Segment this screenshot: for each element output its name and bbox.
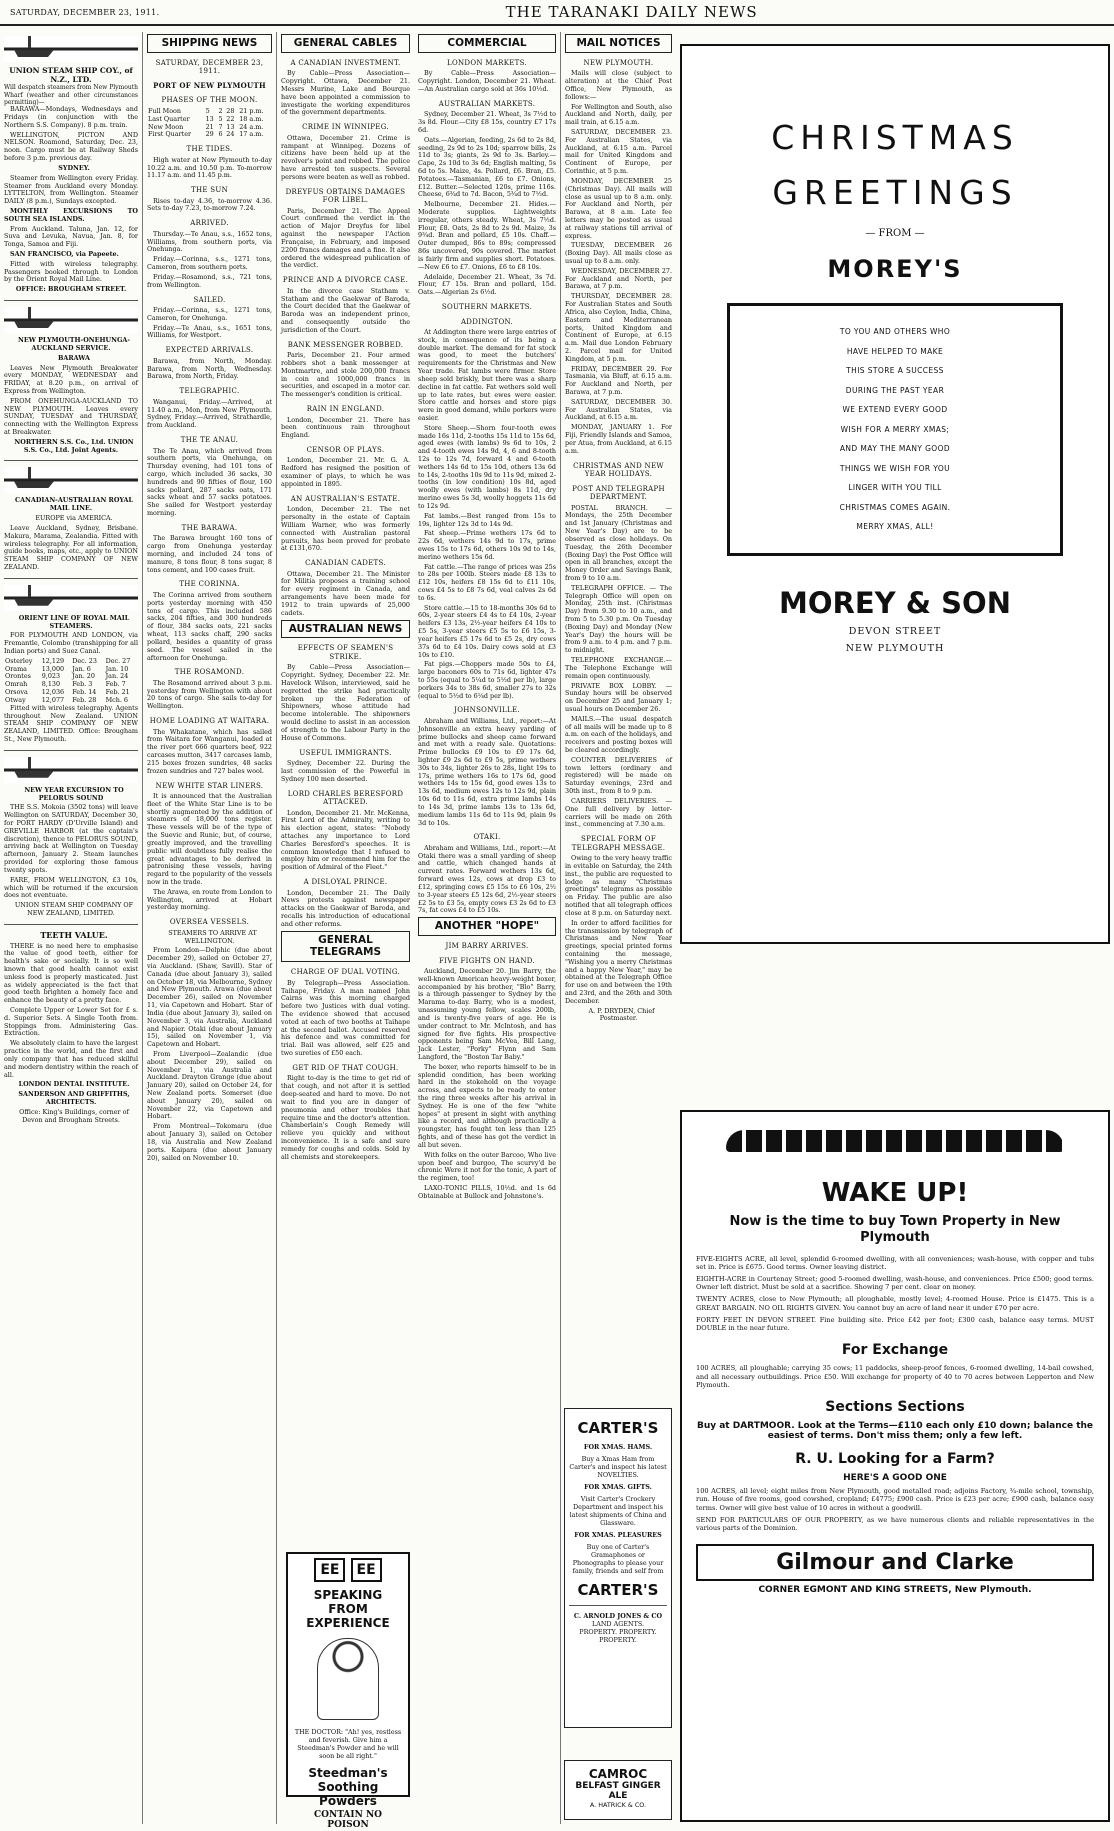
steamer-icon-5 — [4, 757, 138, 783]
steedmans-powders-ad: EE EE SPEAKING FROM EXPERIENCE THE DOCTOR: "Ah! yes, restless and feverish. Give him a Steedman's Powder and he will soon be all right." Steedman's Soothing Powders CONTAIN NO POISON — [286, 1552, 410, 1797]
carters-hams: FOR XMAS. HAMS. — [583, 1443, 653, 1451]
greeting-message-box: TO YOU AND OTHERS WHO HAVE HELPED TO MAKE THIS STORE A SUCCESS DURING THE PAST YEAR WE EXTEND EVERY GOOD WISH FOR A MERRY XMAS; AND MAY THE MANY GOOD THINGS WE WISH FOR YOU LINGER WITH YOU TILL CHRISTMAS COMES AGAIN. MERRY XMAS, ALL! — [727, 303, 1063, 556]
camroc-brand: CAMROC — [588, 1767, 648, 1781]
shipping-news-heading: SHIPPING NEWS — [147, 34, 272, 53]
mail-notices-heading: MAIL NOTICES — [565, 34, 672, 53]
column-shipping-adverts: UNION STEAM SHIP COY., of N.Z., LTD. Will despatch steamers from New Plymouth Wharf (weather and other circumstances permitting)— BARAWA—Mondays, Wednesdays and Fridays (in conjunction with the Northern S.S. Company). 8 p.m. train. WELLINGTON, PICTON AND NELSON. Roamond, Saturday, Dec. 23, noon. Cargo must be at Railway Sheds before 3 p.m. previous day. SYDNEY. Steamer from Wellington every Friday. Steamer from Auckland every Monday. LYTTELTON, from Wellington. Steamer DAILY (8 p.m.), Sundays excepted. MONTHLY EXCURSIONS TO SOUTH SEA ISLANDS. From Auckland. Taluna, Jan. 12, for Suva and Levuka, Navua, Jan. 8, for Tonga, Samoa and Fiji. SAN FRANCISCO, via Papeete. Fitted with wireless telegraphy. Passengers booked through to London by the Orient Royal Mail Line. OFFICE: BROUGHAM STREET. NEW PLYMOUTH-ONEHUNGA-AUCKLAND SERVICE. BARAWA Leaves New Plymouth Breakwater every MONDAY, WEDNESDAY and FRIDAY, at 8.20 p.m., on arrival of Express from Wellington. FROM ONEHUNGA-AUCKLAND TO NEW PLYMOUTH. Leaves every SUNDAY, TUESDAY and THURSDAY, connecting with the Wellington Express at Breakwater. NORTHERN S.S. Co., Ltd. UNION S.S. Co., Ltd. Joint Agents. CANADIAN-AUSTRALIAN ROYAL MAIL LINE. EUROPE via AMERICA. Leave Auckland, Sydney, Brisbane. Makura, Marama, Zealandia. Fitted with wireless telegraphy. For all information, guide books, maps, etc., apply to UNION STEAM SHIP COMPANY OF NEW ZEALAND. ORIENT LINE OF ROYAL MAIL STEAMERS. FOR PLYMOUTH AND LONDON, via Fremantle, Colombo (transhipping for all Indian ports) and Suez Canal. Osterley 12,129 Dec. 23 Dec. 27 Orama 13,000 Jan. 6 Jan. 10 Orontes 9,023 Jan. 20 Jan. 24 Omrah 8,130 Feb. 3 Feb. 7 Orsova 12,036 Feb. 14 Feb. 21 Otway 12,077 Feb. 28 Mch. 6 Fitted with wireless telegraphy. Agents throughout New Zealand. UNION STEAM SHIP COMPANY OF NEW ZEALAND, LIMITED. Office: Brougham St., New Plymouth. NEW YEAR EXCURSION TO PELORUS SOUND THE S.S. Mokoia (3502 tons) will leave Wellington on SATURDAY, December 30, for PORT HARDY (D'Urville Island) and GREVILLE HARBOR (at the captain's discretion), thence to PELORUS SOUND, arriving back at Wellington on Tuesday afternoon, January 2. Steam launches provided for exploring those famous twenty spots. FARE, FROM WELLINGTON, £3 10s, which will be returned if the excursion does not eventuate. UNION STEAM SHIP COMPANY OF NEW ZEALAND, LIMITED. TEETH VALUE. THERE is no need here to emphasise the value of good teeth, either for health's sake or socially. It is so well known that good health cannot exist unless food is properly masticated. Just as widely appreciated is the fact that good teeth brighten a homely face and enhance the beauty of a pretty face. Complete Upper or Lower Set for £ s. d. Superior Sets. A Single Tooth from. Stoppings from. Administering Gas. Extraction. We absolutely claim to have the largest practice in the world, and the first and only company that has reduced skilful and modern dentistry within the reach of all. LONDON DENTAL INSTITUTE. SANDERSON AND GRIFFITHS, ARCHITECTS. Office: King's Buildings, corner of Devon and Brougham Streets. — [0, 32, 142, 1824]
carters-pleasures: FOR XMAS. PLEASURES — [574, 1531, 662, 1539]
carters-name-2: CARTER'S — [577, 1581, 659, 1599]
union-steam-heading: UNION STEAM SHIP COY., of N.Z., LTD. — [9, 66, 133, 85]
greetings-word: GREETINGS — [772, 173, 1018, 212]
union-steam-sub: Will despatch steamers from New Plymouth Wharf (weather and other circumstances permitting)— — [4, 84, 138, 106]
carters-name: CARTER'S — [577, 1419, 659, 1437]
new-plymouth: NEW PLYMOUTH — [845, 642, 945, 654]
another-hope-heading: ANOTHER "HOPE" — [418, 917, 556, 936]
moreys-name: MOREY'S — [827, 255, 963, 283]
commercial-heading: COMMERCIAL — [418, 34, 556, 53]
column-mail-notices: MAIL NOTICES NEW PLYMOUTH. Mails will close (subject to alteration) at the Chief Post Office, New Plymouth, as follows:— For Wellington and South, also Auckland and North, daily, per mail train, at 6.15 a.m. SATURDAY, DECEMBER 23. For Australian States, via Auckland, at 6.15 a.m. Parcel mail for United Kingdom and Continent of Europe, per Corinthic, at 5 p.m. MONDAY, DECEMBER 25 (Christmas Day). All mails will close as usual up to 8 a.m. only. For Auckland and North, per Barawa, at 8 a.m. Late fee letters may be posted as usual at railway stations till arrival of express. TUESDAY, DECEMBER 26 (Boxing Day). All mails close as usual up to 8 a.m. only. WEDNESDAY, DECEMBER 27. For Auckland and North, per Barawa, at 7 p.m. THURSDAY, DECEMBER 28. For Australian States and South Africa, also Ceylon, India, China, Eastern and Mediterranean ports, United Kingdom and Continent of Europe, at 6.15 a.m. Mail due London February 2. Parcel mail for United Kingdom, at 5 p.m. FRIDAY, DECEMBER 29. For Tasmania, via Bluff, at 6.15 a.m. For Auckland and North, per Barawa, at 7 p.m. SATURDAY, DECEMBER 30. For Australian States, via Auckland, at 6.15 a.m. MONDAY, JANUARY 1. For Fiji, Friendly Islands and Samoa, per Atua, from Auckland, at 6.15 a.m. CHRISTMAS AND NEW YEAR HOLIDAYS. POST AND TELEGRAPH DEPARTMENT. POSTAL BRANCH. — Mondays, the 25th December and 1st January (Christmas and New Year's Day) are to be observed as close holidays. On Tuesday, the 26th December (Boxing Day) the Post Office will open in all branches, except the Money Order and Savings Bank, from 9 to 10 a.m. TELEGRAPH OFFICE. — The Telegraph Office will open on Monday, 25th inst. (Christmas Day) from 9.30 to 10 a.m., and from 5 to 5.30 p.m. On Tuesday (Boxing Day) and Monday (New Year's Day) the hours will be from 9 a.m. to 4 p.m. and 7 p.m. to midnight. TELEPHONE EXCHANGE.—The Telephone Exchange will remain open continuously. PRIVATE BOX LOBBY. — Sunday hours will be observed on December 25 and January 1; usual hours on December 26. MAILS.—The usual despatch of all mails will be made up to 8 a.m. on each of the holidays, and receivers and posting boxes will be cleared accordingly. COUNTER DELIVERIES of town letters (ordinary and registered) will be made on Saturday evenings, 23rd and 30th inst., from 8 to 9 p.m. CARRIERS DELIVERIES. — One full delivery by letter-carriers will be made on 26th inst., commencing at 7.30 a.m. SPECIAL FORM OF TELEGRAPH MESSAGE. Owing to the very heavy traffic in evitable on Saturday, the 24th inst., the public are requested to lodge as many "Christmas greetings" telegrams as possible on Friday. The public are also notified that all telegraph offices close at 8 p.m. on Saturday next. In order to afford facilities for the transmission by telegraph of Christmas and New Year greetings, special printed forms containing the message, "Wishing you a merry Christmas and a happy New Year," may be obtained at the Telegraph Office for use on and between the 19th and 23rd, and the 26th and 30th December. A. P. DRYDEN, Chief Postmaster. — [560, 32, 676, 1824]
gilmour-clarke-name: Gilmour and Clarke — [696, 1544, 1094, 1581]
camroc-text: BELFAST GINGER ALE — [575, 1781, 661, 1801]
general-telegrams-heading: GENERAL TELEGRAMS — [281, 931, 410, 963]
arnold-jones: C. ARNOLD JONES & CO — [573, 1612, 663, 1620]
steamer-icon-4 — [4, 585, 138, 611]
ee-speaking: SPEAKING FROM EXPERIENCE — [306, 1588, 390, 1630]
christmas-word: CHRISTMAS — [771, 118, 1019, 157]
steamer-icon-2 — [4, 307, 138, 333]
union-office: OFFICE: BROUGHAM STREET. — [15, 285, 127, 294]
column-commercial: COMMERCIAL LONDON MARKETS. By Cable—Press Association—Copyright. London, December 21. Wheat.—An Australian cargo sold at 36s 10½d. AUSTRALIAN MARKETS. Sydney, December 21. Wheat, 3s 7½d to 3s 8d. Flour.—City £8 15s, country £7 17s 6d. Oats.—Algerian, feeding, 2s 6d to 2s 8d, seeding, 2s 9d to 2s 10d; sparrow bills, 2s 11d to 3s; giants, 2s 9d to 3s. Barley.—Cape, 2s 10d to 3s 6d; English malting, 5s 6d to 5s. Maize, 4s. Pollard, £6. Bran, £5. Potatoes.—Tasmanian, £6 to £7. Onions, £12. Butter.—Selected 120s, prime 116s. Cheese, 6¾d to 7d. Bacon, 5¾d to 7½d. Melbourne, December 21. Hides.—Moderate supplies. Lightweights irregular, others steady. Wheat, 3s 7½d. Flour, £8. Oats, 2s 8d to 2s 9d. Maize, 3s 9¾d. Bran and pollard, £5 10s. Chaff.—Outer dumped, 86s to 89s; compressed 86s uncovered, 90s covered. The market is fairly firm and supplies short. Potatoes.—New £6 to £7. Onions, £6 to £8 10s. Adelaide, December 21. Wheat, 3s 7d. Flour, £7 15s. Bran and pollard, 15d. Oats.—Algerian 2s 6½d. SOUTHERN MARKETS. ADDINGTON. At Addington there were large entries of stock, in consequence of its being a double market. The demand for fat stock was good, to meet the butchers' requirements for the Christmas and New Year trade. Fat lambs were firmer. Store sheep sold briskly, but there was a sharp decline in fat cattle. Fat wethers sold well up to late rates, but ewes were easier. Store cattle and horses and store pigs were in good demand, while porkers were easier. Store Sheep.—Shorn four-tooth ewes made 16s 11d, 2-tooths 15s 11d to 15s 6d, aged ewes (with lambs) 9s 6d to 10s, 2 and 4-tooth ewes 14s 9d, 4, 6 and 8-tooth 12s to 12s 7d, forward 4 and 6-tooth wethers 14s 6d to 15s 10d, others 13s 6d to 14s, 2-tooths 10s 9d to 11s 9d, mixed 2-tooths (in low condition) 10s 8d, aged woolly ewes (with lambs) 8s 11d, dry merino ewes 5s 3d, woolly hoggets 11s 6d to 12s 9d. Fat lambs.—Best ranged from 15s to 19s, lighter 12s 3d to 14s 9d. Fat sheep.—Prime wethers 17s 6d to 22s 6d, wethers 14s 9d to 17s, prime ewes 15s to 17s 6d, others 10s 9d to 14s, merino wethers 15s 6d. Fat cattle.—The range of prices was 25s to 28s per 100lb. Steers made £8 13s to £12 10s, heifers £8 15s 6d to £11 10s, cows £4 5s to £8 7s 6d, veal calves 2s 6d to 6s. Store cattle.—15 to 18-months 30s 6d to 60s, 2-year steers £4 4s to £4 10s, 2-year heifers £3 13s, 2½-year heifers £4 10s to £5 5s, 3-year steers £5 5s to £6 15s, 3-year heifers £5 17s 6d to £5 2s, dry cows 37s 6d to £4 10s. Dairy cows sold at £3 10s to £10. Fat pigs.—Choppers made 50s to £4, large baconers 60s to 71s 6d, lighter 47s to 55s (equal to 5¼d to 5½d per lb), large porkers 34s to 38s 6d, smaller 27s to 32s (equal to 5½d to 6¼d per lb). JOHNSONVILLE. Abraham and Williams, Ltd., report:—At Johnsonville an extra heavy yarding of prime bullocks and sheep came forward and met with a ready sale. Quotations: Prime bullocks £9 10s to £9 17s 6d, lighter £9 2s 6d to £9 5s, prime wethers 30s to 34s, lighter 26s to 28s, light 19s to 17s, prime wethers 16s to 17s 6d, good wethers 14s to 15s 6d, good ewes 13s to 13s 6d, medium ewes 12s to 12s 9d, plain 10s 6d to 11s 6d, extra prime lambs 14s to 14s 3d, prime lambs 13s to 13s 6d, medium lambs 11s 6d to 11s 9d, plain 9s 3d to 10s. OTAKI. Abraham and Williams, Ltd., report:—At Otaki there was a small yarding of sheep and cattle, which changed hands at current rates. Forward wethers 13s 6d, forward ewes 12s, cows at drop £3 to £12, springing cows £5 15s to £6 10s, 2½ to 3-year steers £5 12s 6d, 2½-year steers £2 5s to £3 5s, empty cows £3 2s 6d to £3 7s, fat cows £4 to £5 10s. ANOTHER "HOPE" JIM BARRY ARRIVES. FIVE FIGHTS ON HAND. Auckland, December 20. Jim Barry, the well-known American heavy-weight boxer, accompanied by his brother, "Blo" Barry, is a through passenger to Sydney by the Marama to-day. Barry, who is a modest, unassuming young fellow, scales 200lb, and is twenty-five years of age. He is under contract to Mr. McIntosh, and has signed for five fights. His prospective opponents being Sam McVea, Bill Lang, Jack Lester, "Porky" Flynn and Sam Langford, the "Boston Tar Baby." The boxer, who reports himself to be in splendid condition, has been working hard in the stokehold on the voyage across, and expects to be ready to enter the ring three weeks after his arrival in Sydney. He is one of the few "white hopes" at present in sight with anything like a record, and although practically a youngster, has fought ten less than 125 fights, and of these has got the verdict in all but seven. With folks on the outer Barcoo, Who live upon beef and burgoo, The scurvy'd be chronic Were it not for the tonic, A part of the regimen, too! LAXO-TONIC PILLS, 10½d. and 1s 6d Obtainable at Bullock and Johnstone's. — [414, 32, 560, 1824]
from-label: — FROM — — [865, 228, 925, 239]
carters-ad: CARTER'S FOR XMAS. HAMS. Buy a Xmas Ham from Carter's and inspect his latest NOVELTIES. FOR XMAS. GIFTS. Visit Carter's Crockery Department and inspect his latest shipments of China and Glassware. FOR XMAS. PLEASURES Buy one of Carter's Gramaphones or Phonographs to please your family, friends and self from CARTER'S C. ARNOLD JONES & CO LAND AGENTS. PROPERTY. PROPERTY. PROPERTY. — [564, 1408, 672, 1728]
orient-line-table: Osterley 12,129 Dec. 23 Dec. 27 Orama 13,000 Jan. 6 Jan. 10 Orontes 9,023 Jan. 20 Jan. 24 Omrah 8,130 Feb. 3 Feb. 7 Orsova 12,036 Feb. 14 Feb. 21 Otway 12,077 Feb. 28 Mch. 6 — [5, 656, 131, 704]
now-is-the-time: Now is the time to buy Town Property in New Plymouth — [729, 1214, 1061, 1246]
gilmour-clarke-ad: WAKE UP! Now is the time to buy Town Property in New Plymouth FIVE-EIGHTS ACRE, all level, splendid 6-roomed dwelling, with all conveniences; wash-house, with copper and tubs set in. Price is £675. Good terms. Owner leaving district. EIGHTH-ACRE in Courtenay Street; good 5-roomed dwelling, wash-house, and conveniences. Price £500; good terms. Owner left district. Must be sold at a sacrifice. Showing 7 per cent. clear on money. TWENTY ACRES, close to New Plymouth; all ploughable, mostly level; 4-roomed House. Price is £1475. This is a GREAT BARGAIN. NO OIL RIGHTS GIVEN. You cannot buy an acre of land near it under £70 per acre. FORTY FEET IN DEVON STREET. Fine building site. Price £42 per foot; £300 cash, balance easy terms. MUST DOUBLE in the near future. For Exchange 100 ACRES, all ploughable; carrying 35 cows; 11 paddocks, sheep-proof fences, 6-roomed dwelling, 14-bail cowshed, and all necessary outbuildings. Price £50. Will exchange for property of 40 to 70 acres between Lepperton and New Plymouth. Sections Sections Buy at DARTMOOR. Look at the Terms—£110 each only £10 down; balance the easiest of terms. Don't miss them; only a few left. R. U. Looking for a Farm? HERE'S A GOOD ONE 100 ACRES, all level; eight miles from New Plymouth, good metalled road; adjoins Factory, ¾-mile school, township, run. House of five rooms, good cowshed, cropland; £4775; £900 cash. Price is £23 per acre; £900 cash, balance easy terms. Owner will give best value of 10 acres in without a goodwill. SEND FOR PARTICULARS OF OUR PROPERTY, as we have numerous clients and reliable representatives in the various parts of the Dominion. Gilmour and Clarke CORNER EGMONT AND KING STREETS, New Plymouth. — [680, 1110, 1110, 1822]
doctor-figure-icon — [317, 1638, 379, 1720]
dartmoor-line: Buy at DARTMOOR. Look at the Terms—£110 each only £10 down; balance the easiest of terms. Don't miss them; only a few left. — [696, 1421, 1094, 1442]
issue-date: SATURDAY, DECEMBER 23, 1911. — [10, 7, 160, 17]
column-general-cables: GENERAL CABLES A CANADIAN INVESTMENT. By Cable—Press Association—Copyright. Ottawa, December 21. Messrs Murine, Lake and Bourque have been appointed a commission to investigate the working expenditures of the government departments. CRIME IN WINNIPEG. Ottawa, December 21. Crime is rampant at Winnipeg. Dozens of citizens have been held up at the revolver's point and robbed. The police have arrested ten suspects. Several persons were beaten as well as robbed. DREYFUS OBTAINS DAMAGES FOR LIBEL. Paris, December 21. The Appeal Court confirmed the verdict in the action of Major Dreyfus for libel against the newspaper l'Action Française, in February, and imposed 2200 francs damages and a fine. It also ordered the widespread publication of the verdict. PRINCE AND A DIVORCE CASE. In the divorce case Statham v. Statham and the Gaekwar of Baroda, the Court decided that the Gaekwar of Baroda was an independent prince, and consequently outside the jurisdiction of the Court. BANK MESSENGER ROBBED. Paris, December 21. Four armed robbers shot a bank messenger at Montmartre, and stole 200,000 francs in coin and 1000,000 francs in securities, and escaped in a motor car. The messenger's condition is critical. RAIN IN ENGLAND. London, December 21. There has been continuous rain throughout England. CENSOR OF PLAYS. London, December 21. Mr. G. A. Redford has resigned the position of examiner of plays, to which he was appointed in 1895. AN AUSTRALIAN'S ESTATE. London, December 21. The net personalty in the estate of Captain William Warner, who was formerly connected with Australian pastoral pursuits, has been proved for probate at £131,670. CANADIAN CADETS. Ottawa, December 21. The Minister for Militia proposes a training school for every regiment in Canada, and arrangements have been made for 1912 to train upwards of 25,000 cadets. AUSTRALIAN NEWS EFFECTS OF SEAMEN'S STRIKE. By Cable—Press Association—Copyright. Sydney, December 22. Mr. Havelock Wilson, interviewed, said he regretted the strike had practically broken up the Federation of Shipowners, whose attitude had become intolerable. The shipowners would decline to assist in an accession of strength to the Labour Party in the House of Commons. USEFUL IMMIGRANTS. Sydney, December 22. During the last commission of the Powerful in Sydney 100 men deserted. LORD CHARLES BERESFORD ATTACKED. London, December 21. Mr. McKenna, First Lord of the Admiralty, writing to his election agent, states: "Nobody attaches any importance to Lord Charles Beresford's speeches. It is common knowledge that I refused to employ him or recommend him for the position of Admiral of the Fleet." A DISLOYAL PRINCE. London, December 21. The Daily News protests against newspaper attacks on the Gaekwar of Baroda, and recalls his introduction of educational and other reforms. GENERAL TELEGRAMS CHARGE OF DUAL VOTING. By Telegraph—Press Association. Taihape, Friday. A man named John Cairns was this morning charged before two Justices with dual voting. The evidence showed that accused voted at each of two booths at Taihape at the second ballot. Accused reserved his defence and was committed for trial. Bail was allowed, self £25 and two sureties of £50 each. GET RID OF THAT COUGH. Right to-day is the time to get rid of that cough, and not after it is settled deep-seated and hard to move. Do not wait to find you are in danger of pneumonia and other troubles that require time and the doctor's attention. Chamberlain's Cough Remedy will relieve you quickly and without inconvenience. It is a safe and sure remedy for coughs and colds. Sold by all chemists and storekeepers. — [276, 32, 414, 1824]
ee-product: Steedman's Soothing Powders — [308, 1766, 388, 1808]
carters-gifts: FOR XMAS. GIFTS. — [584, 1483, 652, 1491]
steamer-icon — [4, 36, 138, 62]
newspaper-title: THE TARANAKI DAILY NEWS — [505, 3, 758, 21]
australian-news-heading: AUSTRALIAN NEWS — [281, 620, 410, 639]
general-cables-heading: GENERAL CABLES — [281, 34, 410, 53]
moon-table: Full Moon 5 2 28 21 p.m. Last Quarter 13 5 22 18 a.m. New Moon 21 7 13 24 a.m. First Quarter 29 6 24 17 a.m. — [148, 106, 264, 139]
farm-heading: R. U. Looking for a Farm? — [795, 1451, 995, 1468]
for-exchange-heading: For Exchange — [841, 1342, 949, 1359]
devon-street: DEVON STREET — [848, 625, 942, 637]
steamer-icon-3 — [4, 467, 138, 493]
bugle-banner-icon — [726, 1130, 1064, 1152]
moreys-christmas-ad — [680, 44, 1110, 944]
column-shipping-news: SHIPPING NEWS SATURDAY, DECEMBER 23, 1911. PORT OF NEW PLYMOUTH PHASES OF THE MOON. Full Moon 5 2 28 21 p.m. Last Quarter 13 5 22 18 a.m. New Moon 21 7 13 24 a.m. First Quarter 29 6 24 17 a.m. THE TIDES. High water at New Plymouth to-day 10.22 a.m. and 10.50 p.m. To-morrow 11.17 a.m. and 11.45 p.m. THE SUN Rises to-day 4.36, to-morrow 4.36. Sets to-day 7.23, to-morrow 7.24. ARRIVED. Thursday.—Te Anau, s.s., 1652 tons, Williams, from southern ports, via Onehunga. Friday.—Corinna, s.s., 1271 tons, Cameron, from southern ports. Friday.—Rosamond, s.s., 721 tons, from Wellington. SAILED. Friday.—Corinna, s.s., 1271 tons, Cameron, for Onehunga. Friday.—Te Anau, s.s., 1651 tons, Williams, for Westport. EXPECTED ARRIVALS. Barawa, from North, Monday. Barawa, from North, Wednesday. Barawa, from North, Friday. TELEGRAPHIC. Wanganui, Friday.—Arrived, at 11.40 a.m., Mon, from New Plymouth. Sydney, Friday.—Arrived, Strathardle, from Auckland. THE TE ANAU. The Te Anau, which arrived from southern ports, via Onehunga, on Thursday evening, had 101 tons of cargo, which included 36 sacks, 30 hundreds and 90 fifties of flour, 160 sacks pollard, 287 sacks oats, 171 sacks wheat and 57 sacks potatoes. She sailed for Westport yesterday morning. THE BARAWA. The Barawa brought 160 tons of cargo from Onehunga yesterday morning, and included 24 tons of manure, 8 tons flour, 8 tons sugar, 8 tons cement, and 100 cases fruit. THE CORINNA. The Corinna arrived from southern ports yesterday morning with 450 tons of cargo. This included 586 sacks, 204 fifties, and 300 hundreds of flour, 384 sacks oats, 221 sacks wheat, 113 sacks chaff, 290 sacks pollard, besides a quantity of grass seed. The vessel sailed in the afternoon for Onehunga. THE ROSAMOND. The Rosamond arrived about 3 p.m. yesterday from Wellington with about 20 tons of cargo. She sails to-day for Wellington. HOME LOADING AT WAITARA. The Whakatane, which has sailed from Waitara for Wanganui, loaded at the river port 666 quarters beef, 922 carcases mutton, 3417 carcases lamb, 215 boxes frozen sundries, 48 sacks frozen sundries and 727 bales wool. NEW WHITE STAR LINERS. It is announced that the Australian fleet of the White Star Line is to be shortly augmented by the addition of steamers of 18,000 tons register. These vessels will be of the type of the Suevic and Runic, but, of course, greatly improved, and the travelling public will doubtless fully realise the great advantages to be derived in patronising these vessels, having regard to the popularity of the vessels now in the trade. The Arawa, en route from London to Wellington, arrived at Hobart yesterday morning. OVERSEA VESSELS. STEAMERS TO ARRIVE AT WELLINGTON. From London—Delphic (due about December 29), sailed on October 27, via Auckland. (Shaw, Savill). Star of Canada (due about January 3), sailed on October 18, via Melbourne, Sydney and New Plymouth. Arawa (due about December 26), sailed on November 11, via Capetown and Hobart. Star of India (due about January 3), sailed on November 3, via Australia, Auckland and Napier. Otaki (due about January 15), sailed on November 1, via Capetown and Hobart. From Liverpool—Zealandic (due about December 29), sailed on November 1, via Australia and Auckland. Drayton Grange (due about January 20), sailed on October 24, for New Zealand ports. Somerset (due about January 20), sailed on November 22, via Capetown and Hobart. From Montreal—Tokomaru (due about January 3), sailed on October 18, via Australia and New Zealand ports. Kaipara (due about January 20), sailed on November 10. — [142, 32, 276, 1824]
ee-contain: CONTAIN NO POISON — [313, 1810, 383, 1830]
masthead — [0, 0, 1114, 26]
wake-up-heading: WAKE UP! — [821, 1178, 969, 1208]
sections-heading: Sections Sections — [825, 1399, 965, 1416]
camroc-ginger-ale-ad: CAMROC BELFAST GINGER ALE A. HATRICK & CO. — [564, 1760, 672, 1820]
morey-and-son: MOREY & SON — [779, 585, 1011, 620]
